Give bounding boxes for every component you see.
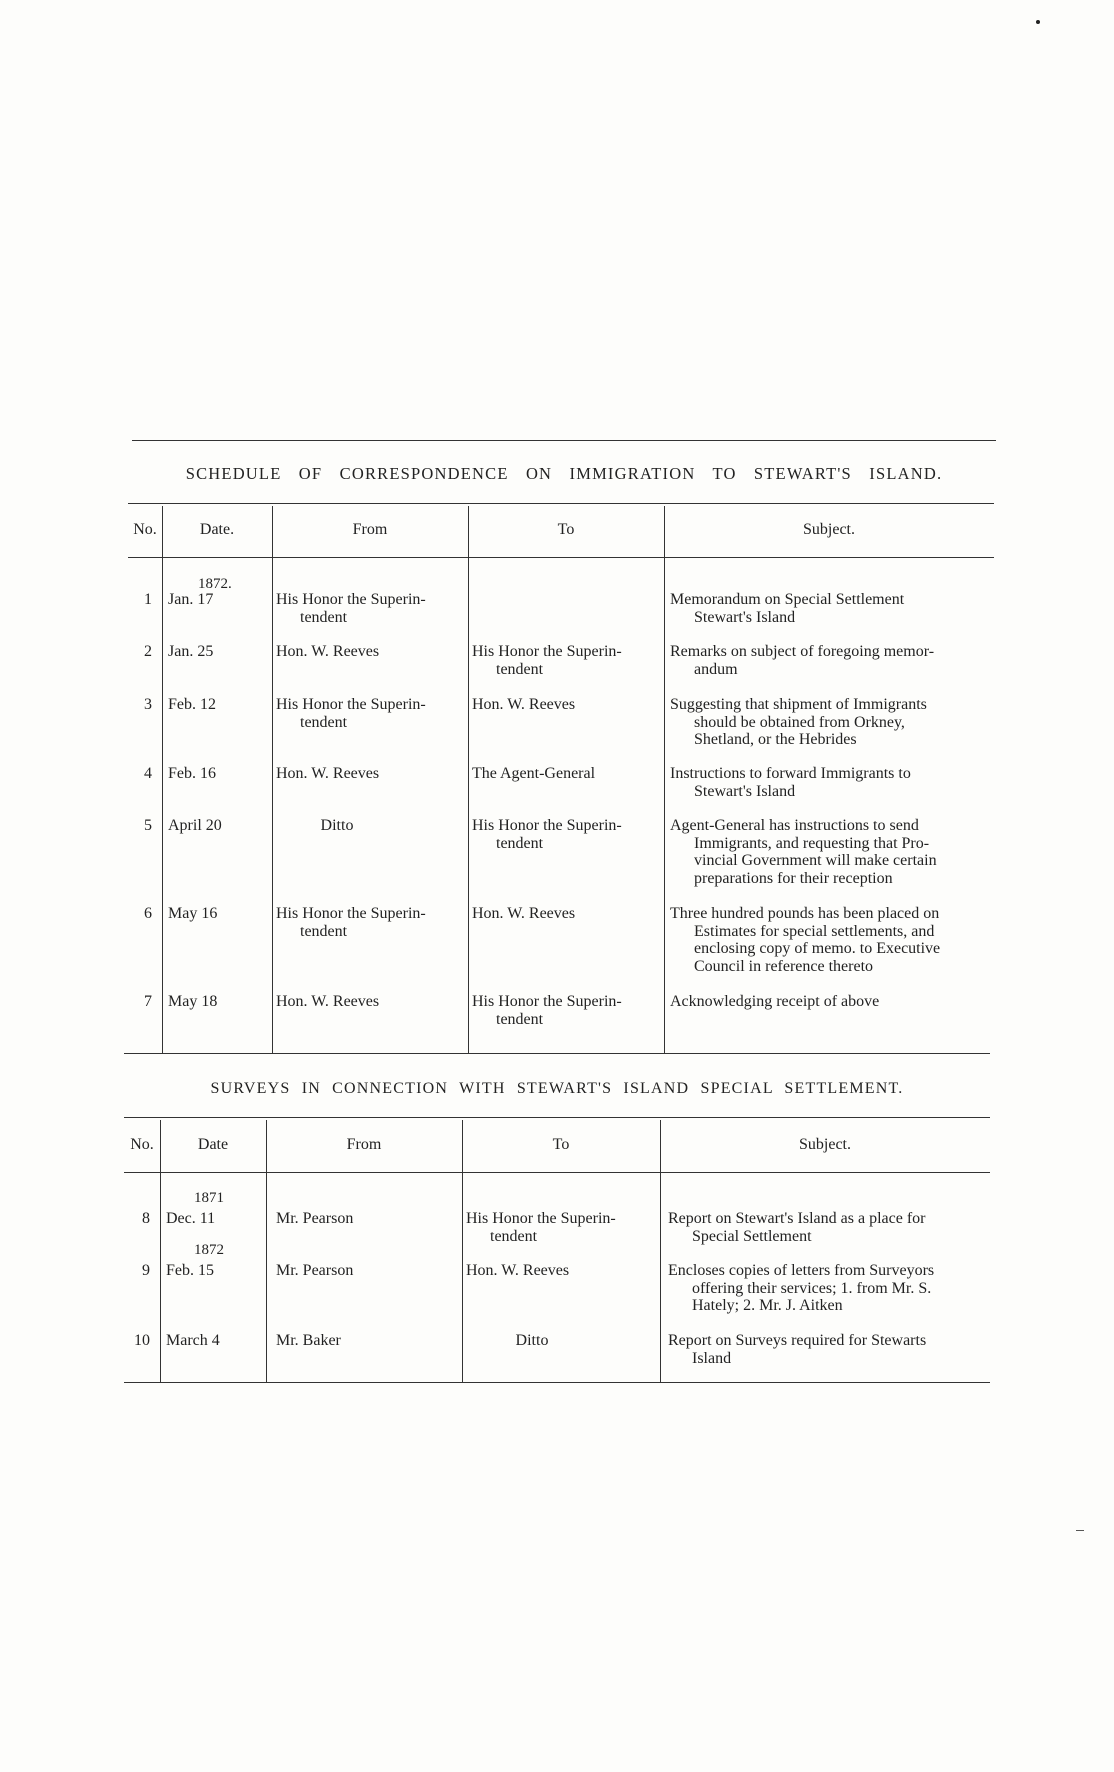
row-subject-line: Special Settlement [692,1227,812,1245]
row-subject-line: offering their services; 1. from Mr. S. [692,1279,932,1297]
schedule-top-rule [132,440,996,441]
row-subject [670,591,992,626]
row-to [472,765,662,783]
row-to-line: His Honor the Superin- [472,993,622,1010]
row-subject-line: Stewart's Island [694,608,796,626]
schedule-col-divider [162,506,163,1053]
row-year: 1872 [194,1242,224,1258]
row-from [276,1262,462,1280]
row-to [472,905,662,923]
surveys-header-date: Date [197,1136,229,1153]
row-to-line: His Honor the Superin- [472,643,622,660]
surveys-header-from: From [346,1136,382,1153]
row-to-line: tendent [496,834,544,852]
row-date: April 20 [168,817,222,834]
row-subject-line: Three hundred pounds has been placed on [670,905,940,922]
row-number: 4 [144,765,152,782]
surveys-col-divider [160,1120,161,1382]
row-to [472,696,662,714]
row-subject [668,1210,990,1245]
schedule-col-divider [468,506,469,1053]
row-subject-line: Hately; 2. Mr. J. Aitken [692,1297,843,1314]
schedule-header-from: From [352,521,388,538]
row-number: 2 [144,643,152,660]
schedule-col-divider [272,506,273,1053]
row-to [466,1210,660,1245]
row-from-line: tendent [300,922,348,940]
row-number: 5 [144,817,152,834]
schedule-title: SCHEDULE OF CORRESPONDENCE ON IMMIGRATION TO STEWART'S ISLAND. [185,464,943,483]
row-year: 1871 [194,1190,224,1206]
row-subject [670,643,992,678]
schedule-header-no: No. [133,521,157,538]
row-subject [668,1332,990,1367]
row-date: Feb. 16 [168,765,216,782]
row-from-line: Ditto [320,817,354,834]
row-number: 1 [144,591,152,608]
row-subject-line: Memorandum on Special Settlement [670,591,905,608]
row-subject-line: Encloses copies of letters from Surveyors [668,1262,935,1279]
row-date: March 4 [166,1332,220,1349]
row-subject-line: Instructions to forward Immigrants to [670,765,911,782]
surveys-title: SURVEYS IN CONNECTION WITH STEWART'S ISLAND SPECIAL SETTLEMENT. [210,1080,904,1097]
row-number: 7 [144,993,152,1010]
row-from-line: tendent [300,608,348,626]
surveys-header-to: To [552,1136,570,1153]
row-number: 3 [144,696,152,713]
row-from [276,696,466,731]
row-from [276,765,466,783]
surveys-bottom-rule [124,1382,990,1383]
row-to-line: His Honor the Superin- [466,1210,616,1227]
row-subject-line: Agent-General has instructions to send [670,817,919,834]
row-to-line: tendent [496,1010,544,1028]
row-subject [668,1262,990,1315]
row-subject-line: Stewart's Island [694,782,796,800]
row-subject-line: Report on Surveys required for Stewarts [668,1332,927,1349]
row-from [276,1332,462,1350]
row-subject-line: Immigrants, and requesting that Pro- [694,834,930,852]
row-date: May 16 [168,905,218,922]
row-number: 8 [142,1210,150,1227]
row-subject-line: Suggesting that shipment of Immigrants [670,696,927,713]
row-subject [670,765,992,800]
row-from-line: Mr. Pearson [276,1210,354,1227]
schedule-header-bottom-rule [128,557,994,558]
row-number: 10 [134,1332,150,1349]
row-from-line: His Honor the Superin- [276,905,426,922]
row-number: 9 [142,1262,150,1279]
row-subject-line: Acknowledging receipt of above [670,993,880,1010]
row-subject [670,993,992,1011]
row-to-line: tendent [496,660,544,678]
row-subject [670,905,992,975]
row-from-line: His Honor the Superin- [276,696,426,713]
row-from-line: tendent [300,713,348,731]
row-date: May 18 [168,993,218,1010]
page-speck [1036,20,1040,24]
row-subject-line: Council in reference thereto [694,957,874,975]
row-subject-line: andum [694,660,738,678]
row-date: Feb. 15 [166,1262,214,1279]
row-from-line: Hon. W. Reeves [276,765,380,782]
row-subject-line: enclosing copy of memo. to Executive [694,940,941,957]
schedule-header-top-rule [128,503,994,504]
row-to [472,643,662,678]
schedule-header-to: To [557,521,575,538]
row-from [276,993,466,1011]
surveys-col-divider [660,1120,661,1382]
row-number: 6 [144,905,152,922]
row-subject-line: Report on Stewart's Island as a place for [668,1210,926,1227]
row-to [462,1332,602,1350]
row-subject-line: preparations for their reception [694,869,893,887]
row-date: Jan. 17 [168,591,214,608]
row-from [272,817,402,835]
row-date: Jan. 25 [168,643,214,660]
surveys-header-subject: Subject. [799,1136,851,1153]
row-to [472,817,662,852]
row-to-line: Hon. W. Reeves [472,905,576,922]
schedule-year: 1872. [198,576,232,592]
schedule-header-date: Date. [199,521,235,538]
row-to [472,993,662,1028]
row-subject [670,817,992,887]
row-subject-line: should be obtained from Orkney, [694,713,905,731]
row-subject-line: Remarks on subject of foregoing memor- [670,643,935,660]
row-from-line: Hon. W. Reeves [276,643,380,660]
row-subject-line: Shetland, or the Hebrides [694,731,857,748]
row-from-line: Mr. Pearson [276,1262,354,1279]
row-subject-line: vincial Government will make certain [694,852,937,869]
row-from [276,643,466,661]
row-from-line: Hon. W. Reeves [276,993,380,1010]
row-to-line: His Honor the Superin- [472,817,622,834]
row-date: Dec. 11 [166,1210,216,1227]
schedule-header-subject: Subject. [803,521,855,538]
page-speck-lower [1076,1530,1084,1531]
surveys-col-divider [266,1120,267,1382]
surveys-header-no: No. [130,1136,154,1153]
row-from-line: His Honor the Superin- [276,591,426,608]
row-date: Feb. 12 [168,696,216,713]
row-to [466,1262,660,1280]
surveys-header-bottom-rule [124,1172,990,1173]
schedule-col-divider [664,506,665,1053]
row-from [276,1210,462,1228]
schedule-bottom-rule [124,1053,990,1054]
row-to-line: Hon. W. Reeves [466,1262,570,1279]
surveys-header-top-rule [124,1117,990,1118]
row-from-line: Mr. Baker [276,1332,341,1349]
row-to-line: tendent [490,1227,538,1245]
row-to-line: Ditto [515,1332,549,1349]
row-subject-line: Estimates for special settlements, and [694,922,935,940]
row-from [276,905,466,940]
row-to-line: Hon. W. Reeves [472,696,576,713]
row-subject-line: Island [692,1349,732,1367]
row-to-line: The Agent-General [472,765,596,782]
row-subject [670,696,992,749]
row-from [276,591,466,626]
